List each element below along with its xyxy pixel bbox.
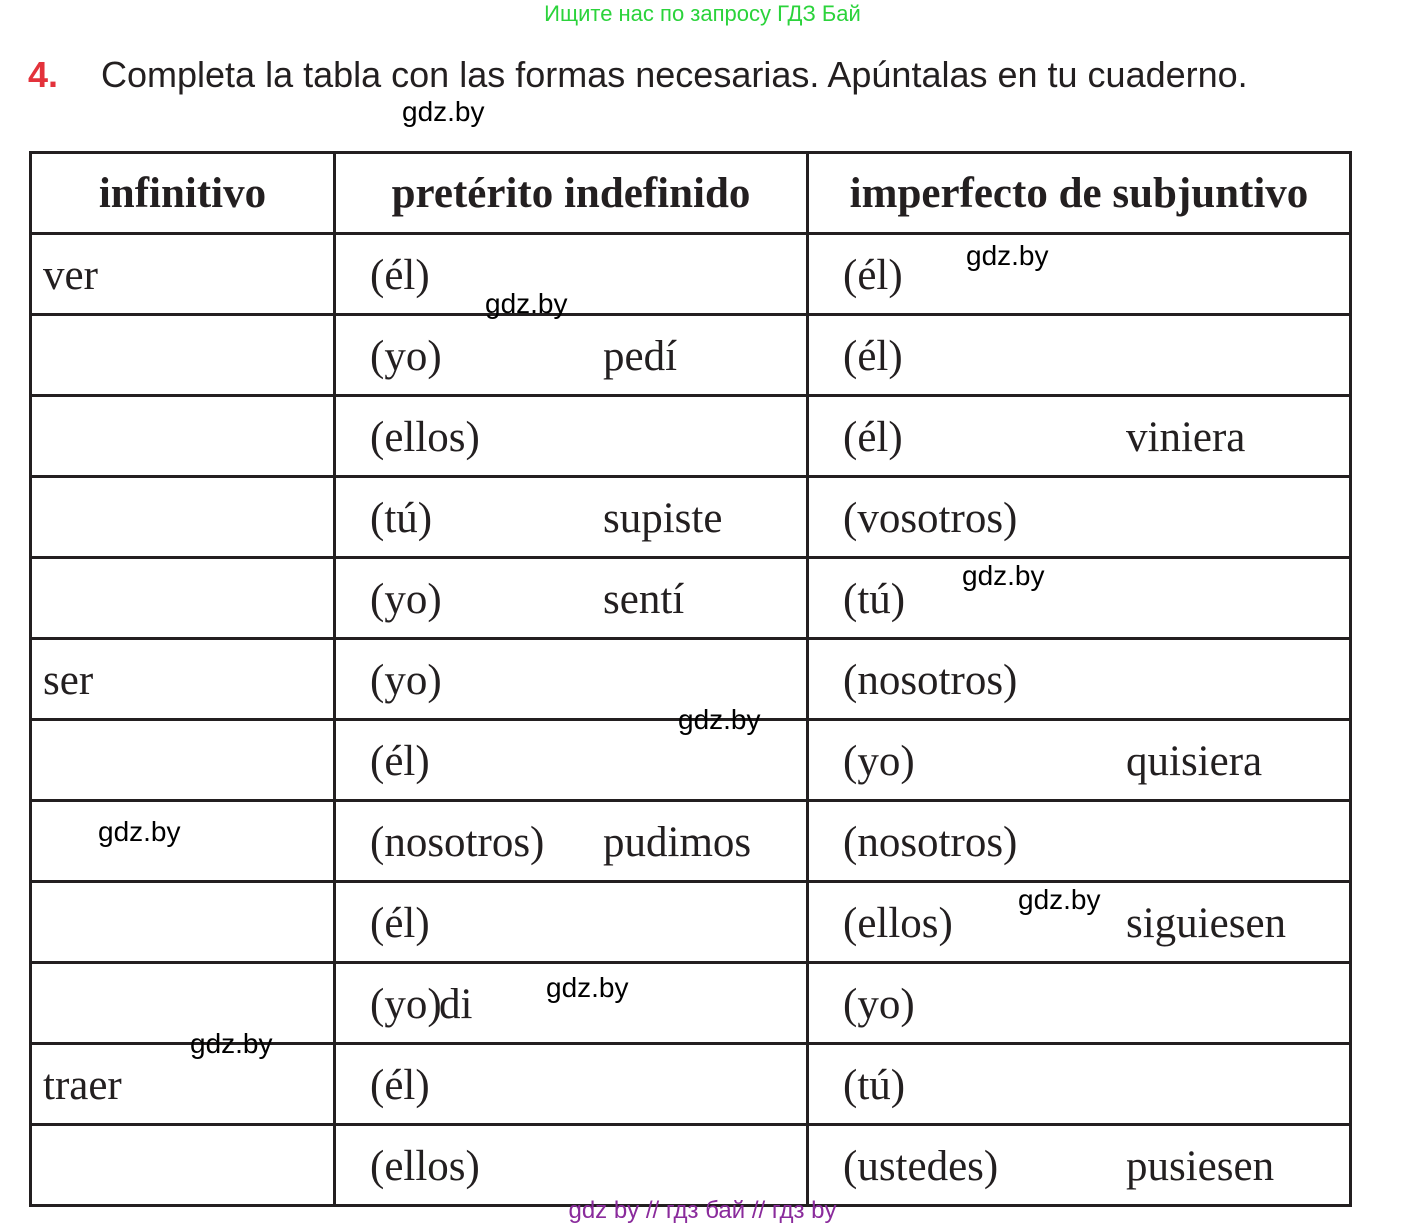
- infinitive-cell: [31, 882, 335, 963]
- watermark: gdz.by: [190, 1028, 273, 1059]
- infinitive-text: traer: [43, 1062, 122, 1109]
- subjunctive-cell: [808, 801, 1351, 882]
- infinitive-text: ver: [43, 252, 98, 299]
- subjunctive-pronoun: (ustedes): [843, 1143, 999, 1190]
- preterite-pronoun: (él): [370, 738, 430, 785]
- preterite-cell: [335, 477, 808, 558]
- infinitive-cell: [31, 639, 335, 720]
- preterite-pronoun: (ellos): [370, 414, 480, 461]
- subjunctive-cell: [808, 1044, 1351, 1125]
- table-header-row: [31, 153, 1351, 234]
- infinitive-cell: [31, 963, 335, 1044]
- table-row: [31, 315, 1351, 396]
- infinitive-cell: [31, 315, 335, 396]
- subjunctive-cell: [808, 558, 1351, 639]
- preterite-form: supiste: [603, 495, 723, 542]
- watermark: gdz.by: [485, 288, 568, 319]
- subjunctive-pronoun: (ellos): [843, 900, 953, 947]
- subjunctive-form: quisiera: [1126, 738, 1263, 785]
- preterite-cell: [335, 801, 808, 882]
- preterite-pronoun: (yo): [370, 657, 442, 704]
- table-row: [31, 234, 1351, 315]
- infinitive-cell: [31, 1125, 335, 1206]
- preterite-pronoun: (tú): [370, 495, 433, 542]
- preterite-pronoun: (él): [370, 1062, 430, 1109]
- subjunctive-pronoun: (él): [843, 414, 903, 461]
- preterite-pronoun: (él): [370, 900, 430, 947]
- preterite-cell: [335, 234, 808, 315]
- preterite-form: pudimos: [603, 819, 752, 866]
- preterite-form: di: [439, 981, 473, 1028]
- table-row: [31, 477, 1351, 558]
- footer-watermark: gdz by // гдз бай // гдз by: [568, 1197, 837, 1224]
- watermark: gdz.by: [962, 560, 1045, 591]
- preterite-cell: [335, 558, 808, 639]
- infinitive-text: ser: [43, 657, 94, 704]
- infinitive-cell: [31, 558, 335, 639]
- exercise-number: 4.: [28, 54, 59, 95]
- table-row: [31, 558, 1351, 639]
- preterite-form: sentí: [603, 576, 685, 623]
- watermark: gdz.by: [98, 816, 181, 847]
- subjunctive-cell: [808, 720, 1351, 801]
- preterite-cell: [335, 1044, 808, 1125]
- subjunctive-pronoun: (yo): [843, 981, 915, 1028]
- subjunctive-cell: [808, 963, 1351, 1044]
- infinitive-cell: [31, 234, 335, 315]
- preterite-cell: [335, 396, 808, 477]
- preterite-pronoun: (yo): [370, 333, 442, 380]
- subjunctive-form: viniera: [1126, 414, 1246, 461]
- infinitive-cell: [31, 801, 335, 882]
- table-row: [31, 396, 1351, 477]
- preterite-cell: [335, 315, 808, 396]
- watermark: gdz.by: [402, 96, 485, 127]
- subjunctive-cell: [808, 477, 1351, 558]
- preterite-pronoun: (ellos): [370, 1143, 480, 1190]
- preterite-cell: [335, 1125, 808, 1206]
- subjunctive-cell: [808, 396, 1351, 477]
- subjunctive-pronoun: (nosotros): [843, 819, 1018, 866]
- preterite-pronoun: (yo): [370, 576, 442, 623]
- table-row: [31, 801, 1351, 882]
- subjunctive-pronoun: (vosotros): [843, 495, 1018, 542]
- subjunctive-cell: [808, 315, 1351, 396]
- infinitive-cell: [31, 396, 335, 477]
- subjunctive-pronoun: (yo): [843, 738, 915, 785]
- subjunctive-pronoun: (nosotros): [843, 657, 1018, 704]
- header-imperfecto-de-subjuntivo: imperfecto de subjuntivo: [808, 153, 1351, 234]
- preterite-cell: [335, 882, 808, 963]
- watermark: gdz.by: [546, 972, 629, 1003]
- header-infinitivo: infinitivo: [31, 153, 335, 234]
- header-preterito-indefinido: pretérito indefinido: [335, 153, 808, 234]
- watermark: gdz.by: [1018, 884, 1101, 915]
- subjunctive-pronoun: (él): [843, 333, 903, 380]
- preterite-pronoun: (yo): [370, 981, 442, 1028]
- subjunctive-pronoun: (tú): [843, 1062, 906, 1109]
- subjunctive-cell: [808, 234, 1351, 315]
- subjunctive-form: pusiesen: [1126, 1143, 1275, 1190]
- preterite-form: pedí: [603, 333, 678, 380]
- exercise-instruction: Completa la tabla con las formas necesarias. Apúntalas en tu cuaderno.: [101, 54, 1248, 95]
- infinitive-cell: [31, 477, 335, 558]
- subjunctive-cell: [808, 1125, 1351, 1206]
- subjunctive-form: siguiesen: [1126, 900, 1287, 947]
- table-row: [31, 1125, 1351, 1206]
- watermark: gdz.by: [966, 240, 1049, 271]
- watermark: gdz.by: [678, 704, 761, 735]
- table-row: [31, 882, 1351, 963]
- infinitive-cell: [31, 1044, 335, 1125]
- preterite-pronoun: (él): [370, 252, 430, 299]
- preterite-pronoun: (nosotros): [370, 819, 545, 866]
- infinitive-cell: [31, 720, 335, 801]
- subjunctive-pronoun: (tú): [843, 576, 906, 623]
- subjunctive-pronoun: (él): [843, 252, 903, 299]
- top-banner: Ищите нас по запросу ГДЗ Бай: [544, 1, 861, 26]
- subjunctive-cell: [808, 639, 1351, 720]
